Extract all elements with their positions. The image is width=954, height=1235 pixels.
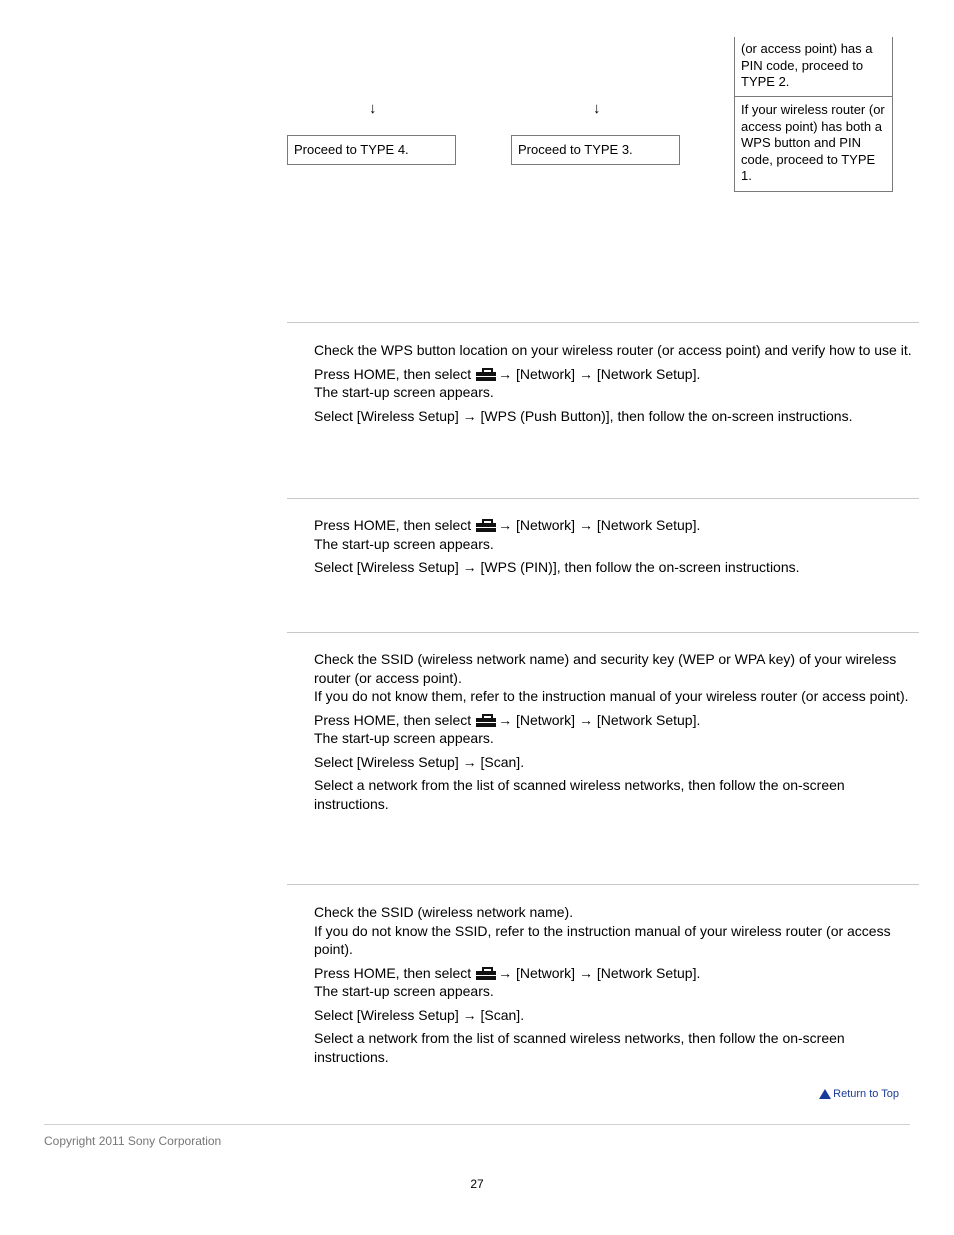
- type2-step1-pre: Press HOME, then select: [314, 517, 472, 533]
- type4-step3: Select [Wireless Setup] → [Scan].: [314, 1006, 525, 1023]
- return-to-top-link[interactable]: [819, 1088, 899, 1100]
- type4-step1: Check the SSID (wireless network name).: [314, 904, 574, 920]
- type3-step2-pre: Press HOME, then select: [314, 711, 472, 728]
- flow-box-right-top-text: (or access point) has a PIN code, proceed to TYPE 2.: [741, 41, 873, 89]
- type3-step3: Select [Wireless Setup] → [Scan].: [314, 753, 525, 770]
- type3-step2-post: → [Network] → [Network Setup].: [498, 711, 701, 728]
- flow-box-type4-text: Proceed to TYPE 4.: [294, 142, 409, 157]
- section-divider: [287, 498, 919, 499]
- type4-step2-post: → [Network] → [Network Setup].: [498, 964, 701, 981]
- section-type2: [314, 516, 914, 577]
- section-type1: [314, 341, 914, 425]
- flow-box-type3: [511, 135, 680, 165]
- type4-step2-result: The start-up screen appears.: [314, 983, 494, 999]
- type4-step2-pre: Press HOME, then select: [314, 964, 472, 981]
- section-divider: [287, 322, 919, 323]
- type1-step2-result: The start-up screen appears.: [314, 384, 494, 400]
- type3-step4: Select a network from the list of scanned wireless networks, then follow the on-screen instructions.: [314, 777, 845, 812]
- flow-box-type4: [287, 135, 456, 165]
- footer-divider: [44, 1124, 910, 1125]
- type4-step1-note: If you do not know the SSID, refer to the instruction manual of your wireless router (or access point).: [314, 922, 891, 957]
- page-number: 27: [470, 1177, 484, 1191]
- section-type3: [314, 650, 914, 813]
- type2-step2: Select [Wireless Setup] → [WPS (PIN)], then follow the on-screen instructions.: [314, 559, 800, 575]
- type3-step2: [314, 711, 914, 730]
- toolbox-icon: [476, 519, 496, 532]
- type2-step1: [314, 516, 914, 535]
- flow-box-right-bottom: [734, 96, 893, 192]
- toolbox-icon: [476, 714, 496, 727]
- type1-step2-pre: Press HOME, then select: [314, 365, 472, 382]
- section-type4: [314, 903, 914, 1066]
- type3-step2-result: The start-up screen appears.: [314, 730, 494, 746]
- type2-step1-post: → [Network] → [Network Setup].: [498, 517, 701, 533]
- flow-box-type3-text: Proceed to TYPE 3.: [518, 142, 633, 157]
- copyright-text: Copyright 2011 Sony Corporation: [44, 1134, 222, 1148]
- type1-step3: Select [Wireless Setup] → [WPS (Push Button)], then follow the on-screen instructions.: [314, 407, 853, 424]
- type2-step1-result: The start-up screen appears.: [314, 535, 494, 552]
- type1-step2-post: → [Network] → [Network Setup].: [498, 365, 701, 382]
- section-divider: [287, 632, 919, 633]
- type3-step1: Check the SSID (wireless network name) and security key (WEP or WPA key) of your wireless router (or access point).: [314, 651, 897, 686]
- up-triangle-icon: [819, 1089, 831, 1099]
- section-divider: [287, 884, 919, 885]
- type4-step2: [314, 964, 914, 983]
- type4-step4: Select a network from the list of scanned wireless networks, then follow the on-screen instructions.: [314, 1030, 845, 1065]
- type3-step1-note: If you do not know them, refer to the instruction manual of your wireless router (or access point).: [314, 688, 909, 704]
- type1-step1: Check the WPS button location on your wireless router (or access point) and verify how to use it.: [314, 342, 912, 358]
- flow-arrow-left: ↓: [369, 100, 377, 117]
- type1-step2: [314, 365, 914, 384]
- flow-box-right-bottom-text: If your wireless router (or access point) has both a WPS button and PIN code, proceed to TYPE 1.: [741, 102, 885, 183]
- flow-arrow-middle: ↓: [593, 100, 601, 117]
- flow-box-right-top: [734, 37, 893, 97]
- toolbox-icon: [476, 368, 496, 381]
- toolbox-icon: [476, 967, 496, 980]
- return-to-top-label: Return to Top: [833, 1088, 899, 1100]
